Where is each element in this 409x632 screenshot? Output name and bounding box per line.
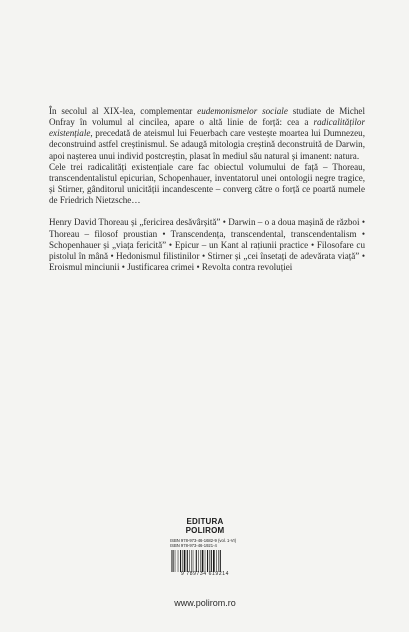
bullet-separator: • (361, 228, 366, 239)
barcode-icon (170, 550, 240, 572)
topic-item: Henry David Thoreau și „fericirea desăvârșită” (49, 217, 221, 228)
bullet-separator: • (110, 250, 114, 261)
bullet-separator: • (121, 262, 125, 273)
bullet-separator: • (361, 217, 365, 228)
topic-item: Transcendența, transcendental, transcendentalism (170, 228, 357, 239)
p1-emphasis-a: eudemonismelor sociale (197, 106, 288, 116)
p1-text-b: studiate de Michel Onfray în volumul al cincilea, apare o altă linie de forță: cea a (49, 106, 365, 128)
bullet-separator: • (196, 262, 200, 273)
bullet-separator: • (168, 239, 173, 250)
isbn-volume: ISBN 978-973-46-1921-4 (170, 543, 217, 549)
topic-item: Revolta contra revoluției (201, 262, 293, 273)
p1-text-c: , precedată de ateismul lui Feuerbach care vestește moartea lui Dumnezeu, deconstruind astfel creștinismul. Se adaugă mitologia creștină deconstruită de Darwin, apoi nașterea unui individ postcreștin, plasat în mediul său natural și imanent: natura. (49, 128, 365, 161)
topic-item: Eroismul minciunii (49, 262, 120, 273)
bullet-separator: • (201, 250, 206, 261)
description-paragraph-1 (49, 106, 365, 162)
barcode-number: 9 789734 619214 (181, 571, 229, 578)
topic-item: Filosofare cu pistolul în mână (49, 239, 366, 261)
isbn-block (170, 538, 240, 548)
topics-list (49, 217, 365, 273)
bullet-separator: • (162, 228, 166, 239)
description-block (49, 106, 365, 273)
publisher-name: EDITURA POLIROM (185, 517, 225, 535)
topic-item: Darwin – o a doua mașină de război (228, 217, 360, 228)
topic-item: Schopenhauer și „viața fericită” (49, 239, 167, 250)
topic-item: Justificarea crimei (127, 262, 195, 273)
description-paragraph-2: Cele trei radicalități existențiale care fac obiectul volumului de față – Thoreau, transcendentalistul epicurian, Schopenhauer, inventatorul unei ontologii negre tragice, și Stirner, gânditorul unicității incandescente – converg către o forță ce poartă numele de Friedrich Nietzsche… (49, 161, 365, 206)
topic-item: Thoreau – filosof proustian (49, 228, 158, 239)
publisher-block (170, 517, 240, 577)
publisher-website: www.polirom.ro (174, 598, 236, 608)
p1-emphasis-b: radicalităților existențiale (49, 117, 365, 139)
bullet-separator: • (361, 250, 366, 261)
topic-item: Epicur – un Kant al rațiunii practice (174, 239, 309, 250)
p1-text-a: În secolul al XIX-lea, complementar (49, 106, 198, 116)
isbn-series: ISBN 978-973-46-1682-9 (vol. 1-VI) (170, 538, 237, 543)
topic-item: Hedonismul filistinilor (116, 250, 200, 261)
bullet-separator: • (222, 217, 226, 228)
topic-item: Stirner și „cei însetați de adevărata viață” (207, 250, 360, 261)
bullet-separator: • (310, 239, 315, 250)
